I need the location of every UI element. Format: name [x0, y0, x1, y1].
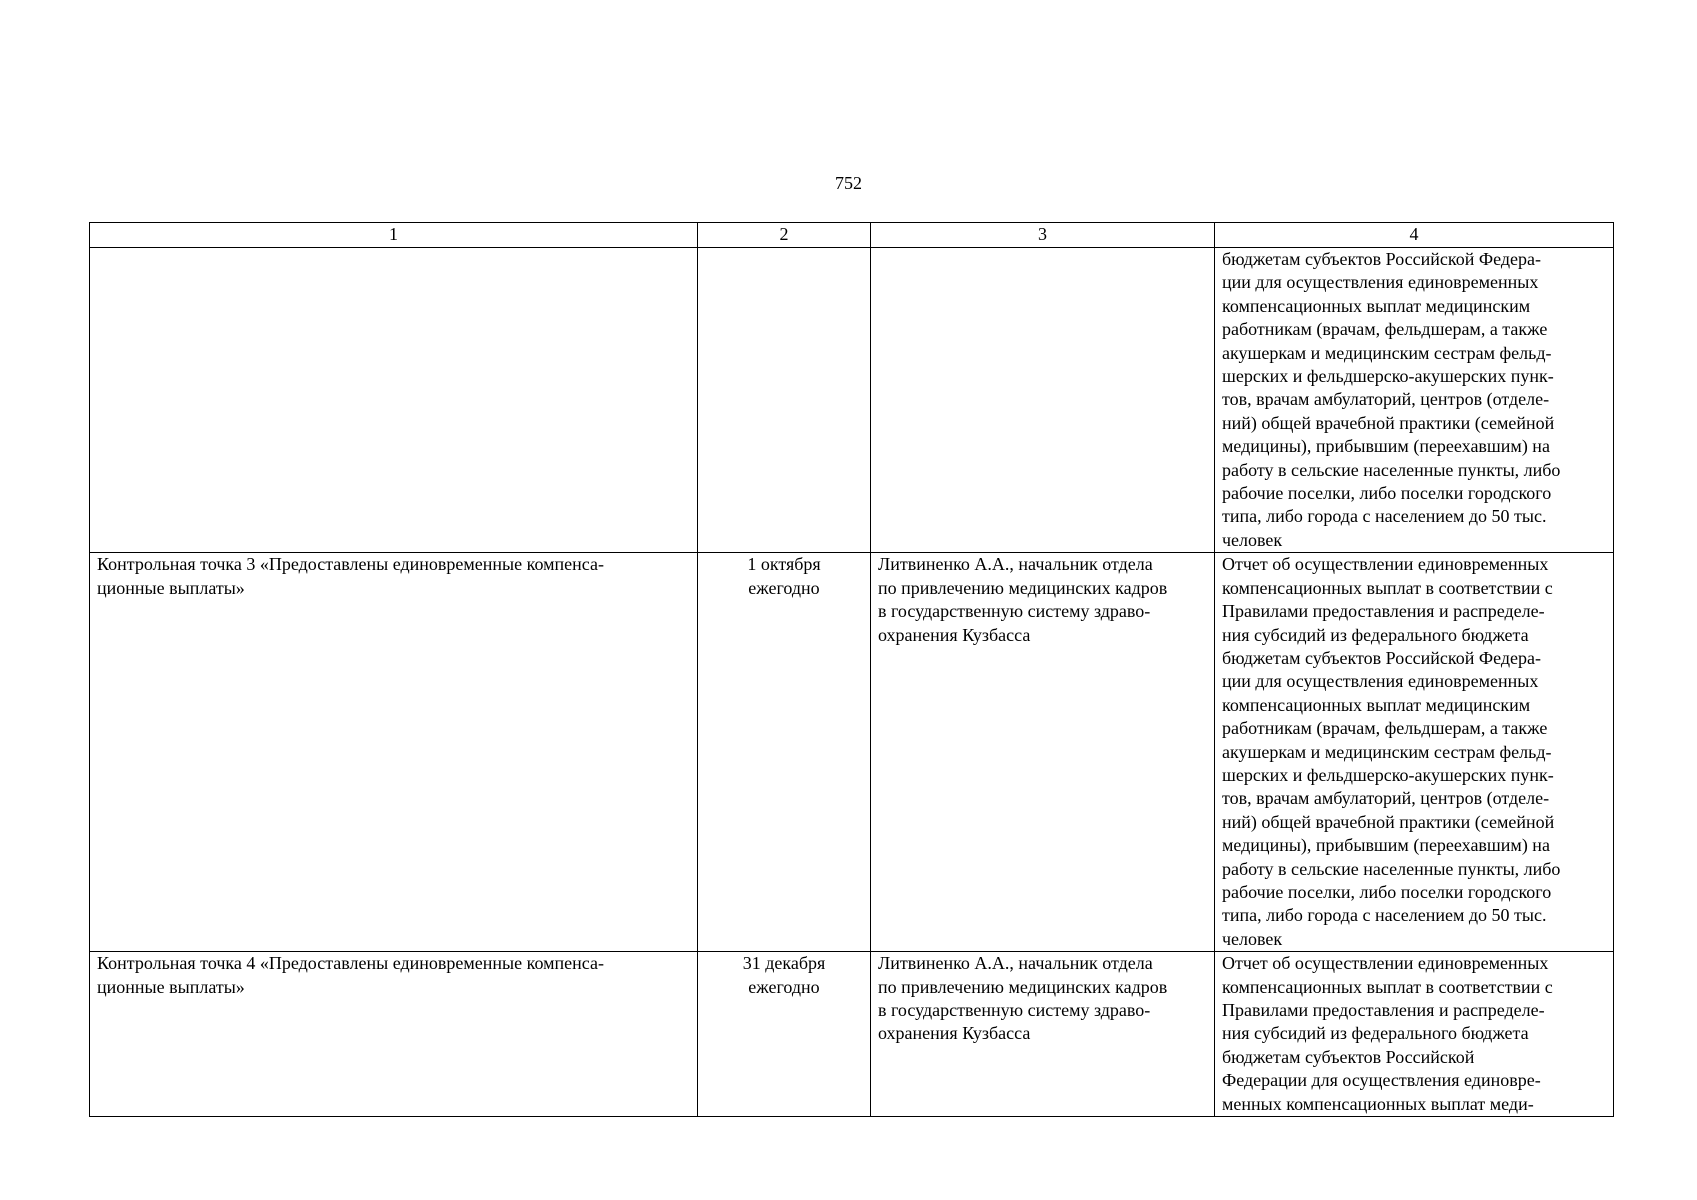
date-cell: 31 декабря ежегодно [698, 952, 871, 1117]
responsible-cell: Литвиненко А.А., начальник отдела по привлечению медицинских кадров в государственную систему здраво- охранения Кузбасса [871, 952, 1215, 1117]
table-row [90, 248, 1614, 553]
date-cell: 1 октября ежегодно [698, 553, 871, 952]
column-header-1: 1 [90, 223, 698, 248]
column-header-2: 2 [698, 223, 871, 248]
table-header-row [90, 223, 1614, 248]
column-header-4: 4 [1215, 223, 1614, 248]
column-header-3: 3 [871, 223, 1215, 248]
document-cell: Отчет об осуществлении единовременных компенсационных выплат в соответствии с Правилами предоставления и распределе- ния субсидий из федерального бюджета бюджетам субъектов Российской Федерации для осуществления единовре- менных компенсационных выплат меди- [1215, 952, 1614, 1117]
page-number: 752 [835, 173, 862, 193]
description-cell: Контрольная точка 4 «Предоставлены единовременные компенса- ционные выплаты» [90, 952, 698, 1117]
table-row [90, 952, 1614, 1117]
table-row [90, 553, 1614, 952]
document-cell: Отчет об осуществлении единовременных компенсационных выплат в соответствии с Правилами предоставления и распределе- ния субсидий из федерального бюджета бюджетам субъектов Российской Федера- ции для осуществления единовременных компенсационных выплат медицинским работникам (врачам, фельдшерам, а также акушеркам и медицинским сестрам фельд- шерских и фельдшерско-акушерских пунк- тов, врачам амбулаторий, центров (отделе- ний) общей врачебной практики (семейной медицины), прибывшим (переехавшим) на работу в сельские населенные пункты, либо рабочие поселки, либо поселки городского типа, либо города с населением до 50 тыс. человек [1215, 553, 1614, 952]
document-cell: бюджетам субъектов Российской Федера- ции для осуществления единовременных компенсационных выплат медицинским работникам (врачам, фельдшерам, а также акушеркам и медицинским сестрам фельд- шерских и фельдшерско-акушерских пунк- тов, врачам амбулаторий, центров (отделе- ний) общей врачебной практики (семейной медицины), прибывшим (переехавшим) на работу в сельские населенные пункты, либо рабочие поселки, либо поселки городского типа, либо города с населением до 50 тыс. человек [1215, 248, 1614, 553]
responsible-cell [871, 248, 1215, 553]
description-cell [90, 248, 698, 553]
control-points-table [89, 222, 1614, 1117]
responsible-cell: Литвиненко А.А., начальник отдела по привлечению медицинских кадров в государственную систему здраво- охранения Кузбасса [871, 553, 1215, 952]
date-cell [698, 248, 871, 553]
description-cell: Контрольная точка 3 «Предоставлены единовременные компенса- ционные выплаты» [90, 553, 698, 952]
